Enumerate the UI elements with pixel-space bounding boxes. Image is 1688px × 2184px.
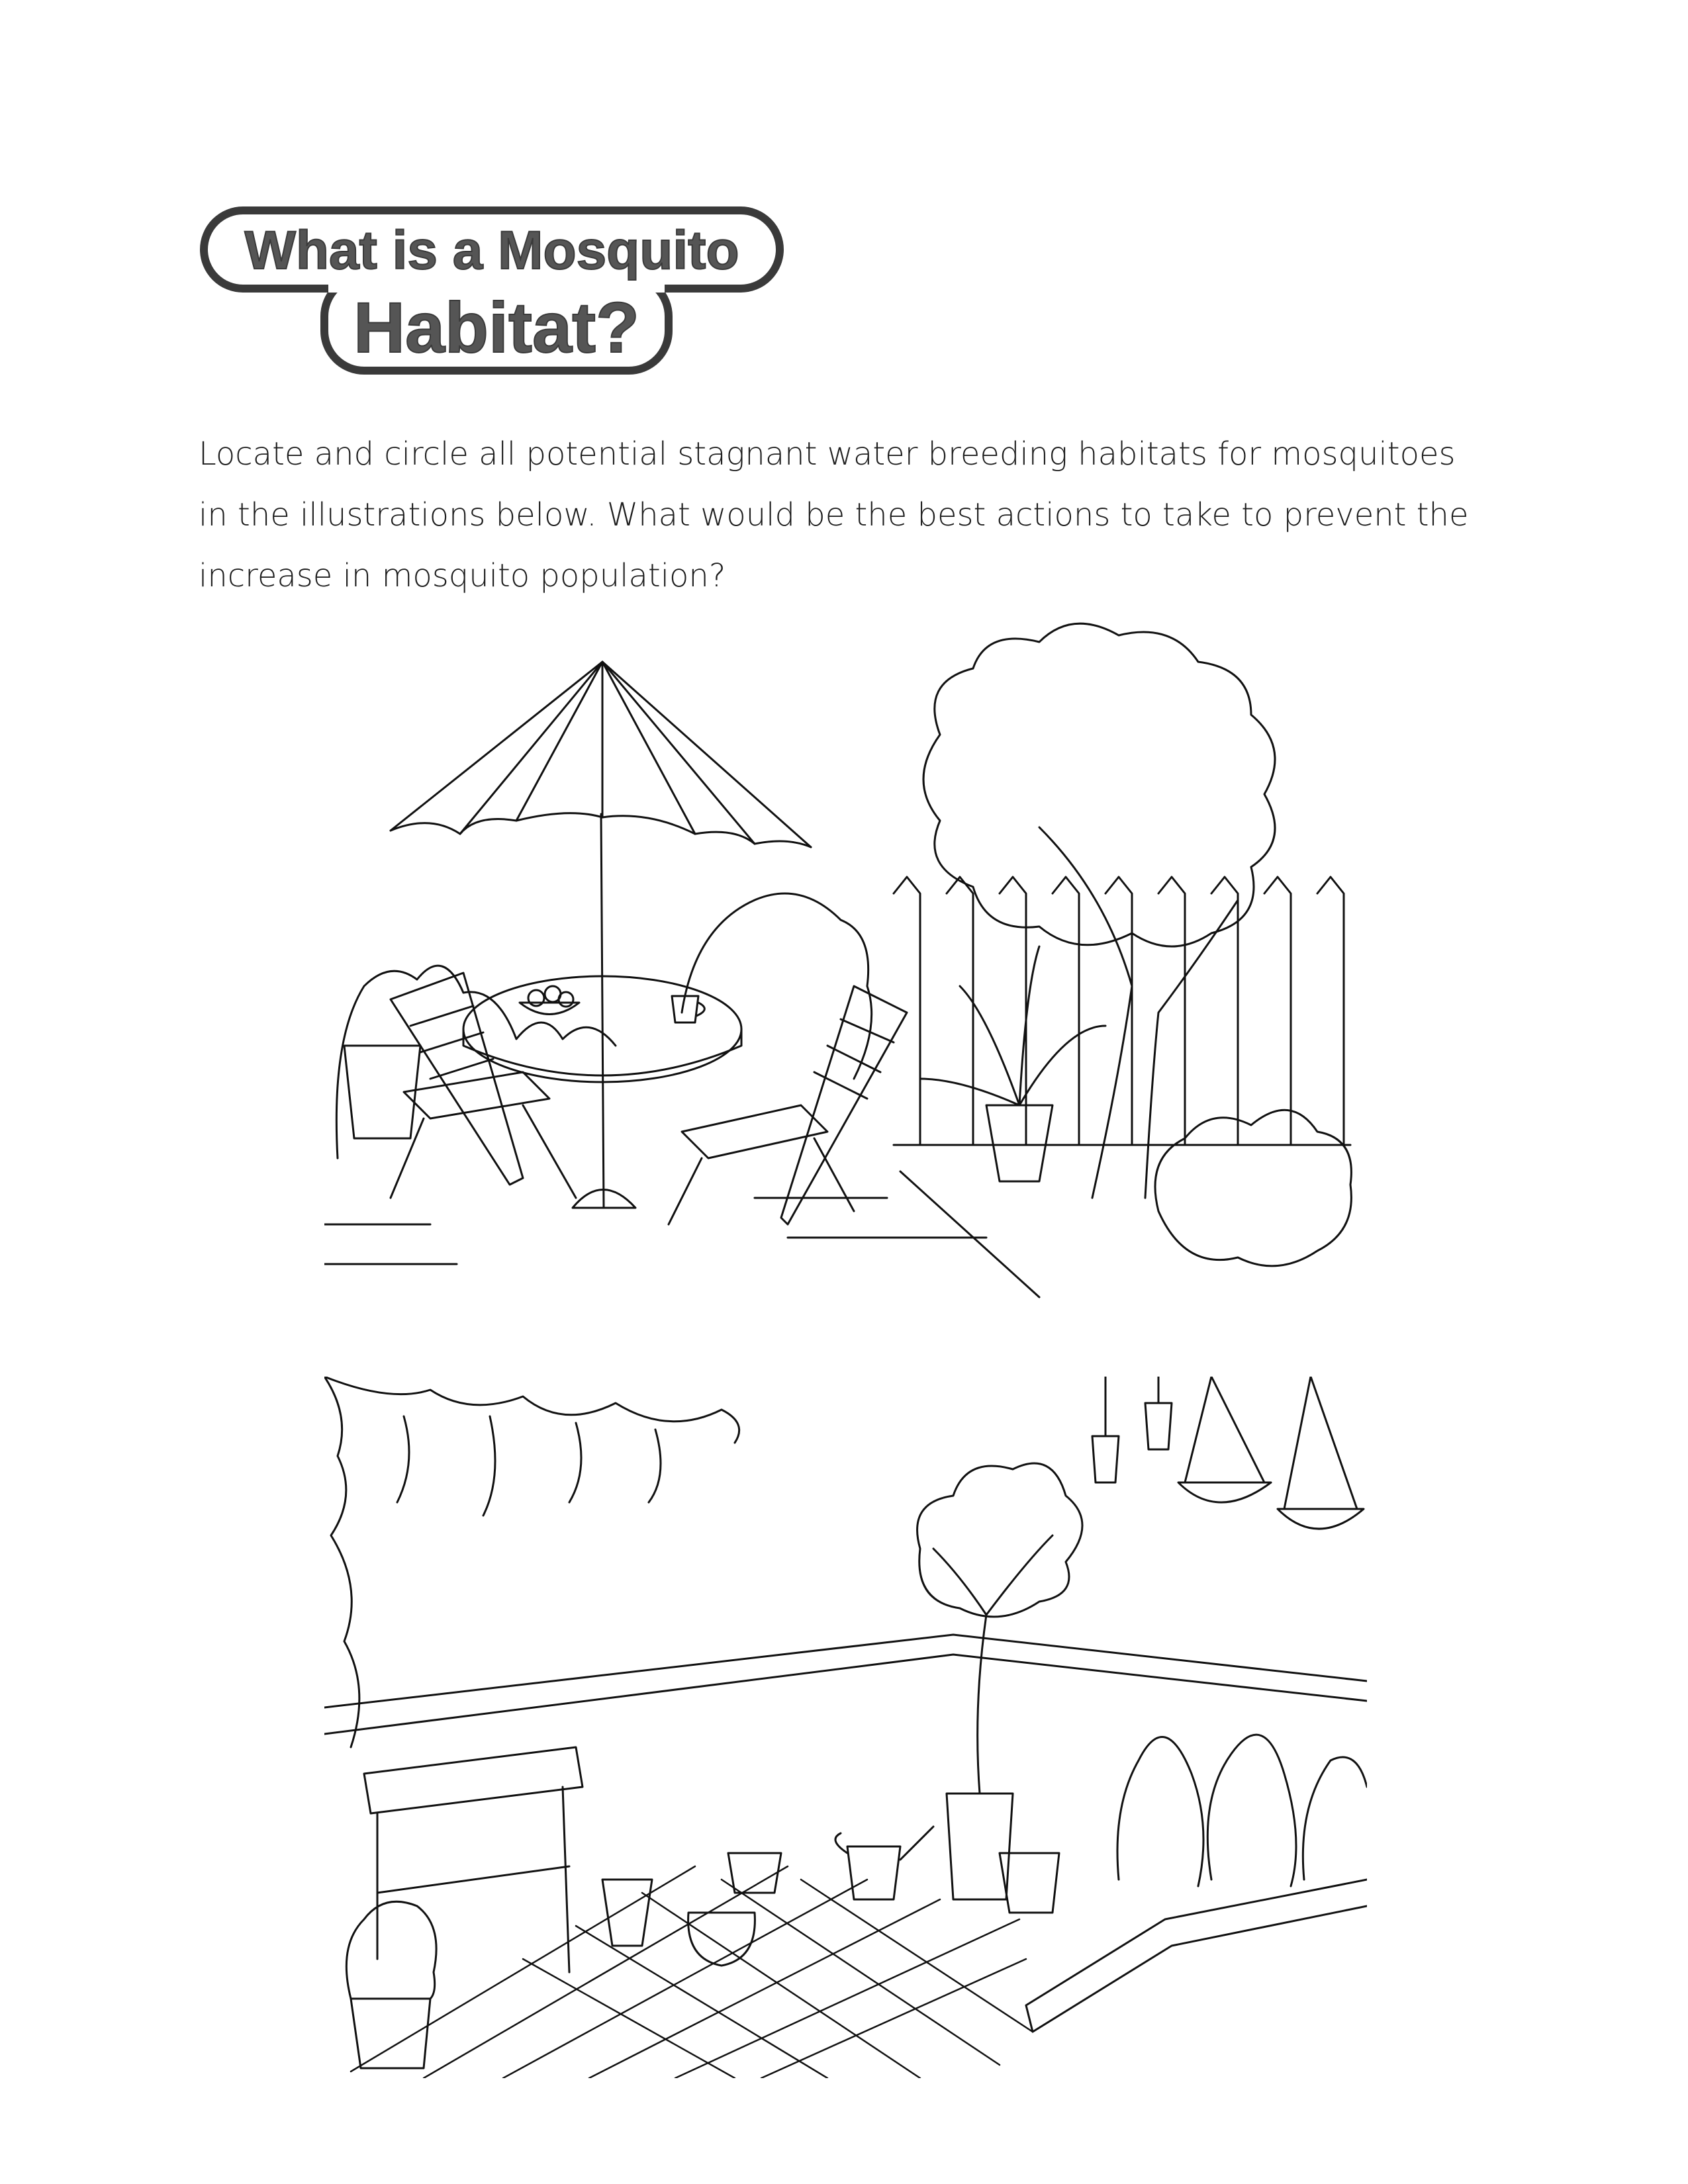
planter-pot-icon [947,1794,1013,1899]
potted-plant-icon [920,946,1105,1181]
planter-pot-icon [351,1999,430,2068]
lantern-icon [1092,1377,1172,1482]
patio-garden-illustration [324,615,1357,1304]
planter-pot-icon [688,1913,755,1966]
instructions-text: Locate and circle all potential stagnant water breeding habitats for mosquitoes in the illustrations below. What would be the best actions to take to prevent the increase in mosquito population? [199,435,1469,594]
planter-pot-icon [602,1880,652,1946]
umbrella-icon [391,662,811,1208]
tiled-floor [351,1866,1033,2078]
fence [894,877,1350,1145]
hanging-basket-icon [1178,1377,1364,1529]
terrace-garden-illustration [324,1377,1367,2078]
title-line-2: Habitat? [353,287,639,367]
tree-icon [923,623,1275,1198]
cup-icon [672,996,704,1023]
title-badge [199,199,794,377]
planter-pot-icon [728,1853,781,1893]
page-title [199,199,794,377]
chair-icon [391,973,576,1198]
title-line-1: What is a Mosquito [244,220,739,281]
